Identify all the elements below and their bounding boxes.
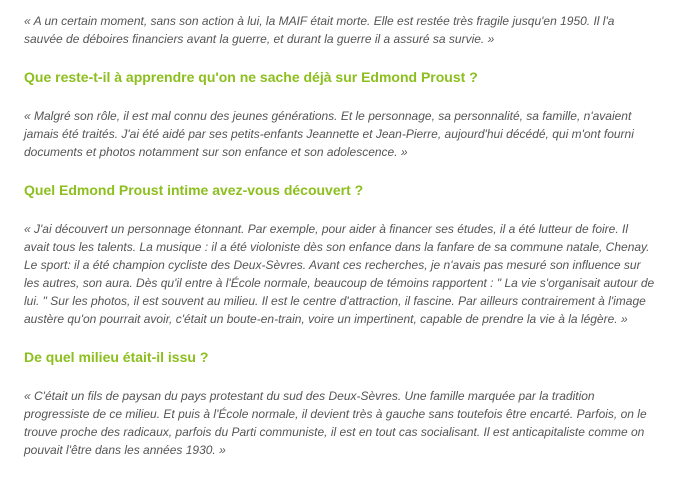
quote-text: « A un certain moment, sans son action à lui, la MAIF était morte. Elle est restée très fragile jusqu'en 1950. Il l'a sauvée de déboires financiers avant la guerre, et durant la guerre il a assuré sa survie. » [24, 14, 615, 46]
paragraph-maif-rescue [24, 12, 656, 48]
question-heading-background: De quel milieu était-il issu ? [24, 349, 209, 365]
quote-text: « C'était un fils de paysan du pays protestant du sud des Deux-Sèvres. Une famille marquée par la tradition progressiste de ce milieu. Et puis à l'École normale, il devient très à gauche sans toutefois être encarté. Parfois, on le trouve proche des radicaux, parfois du Parti communiste, il est en tout cas socialisant. Il est anticapitaliste comme on pouvait l'être dans les années 1930. » [24, 389, 647, 457]
question-heading-legacy: Que reste-t-il à apprendre qu'on ne sache déjà sur Edmond Proust ? [24, 69, 478, 85]
article-body [24, 12, 656, 459]
question-heading-intimate: Quel Edmond Proust intime avez-vous découvert ? [24, 182, 364, 198]
paragraph-origins [24, 387, 656, 459]
paragraph-little-known [24, 107, 656, 161]
quote-text: « Malgré son rôle, il est mal connu des jeunes générations. Et le personnage, sa personnalité, sa famille, n'avaient jamais été traités. J'ai été aidé par ses petits-enfants Jeannette et Jean-Pierre, aujourd'hui décédé, qui m'ont fourni documents et photos notamment sur son enfance et son adolescence. » [24, 109, 634, 159]
quote-text: « J'ai découvert un personnage étonnant. Par exemple, pour aider à financer ses études, il a été lutteur de foire. Il avait tous les talents. La musique : il a été violoniste dès son enfance dans la fanfare de sa commune natale, Chenay. Le sport: il a été champion cycliste des Deux-Sèvres. Avant ces recherches, je n'avais pas mesuré son influence sur les autres, son aura. Dès qu'il entre à l'École normale, beaucoup de témoins rapportent : " La vie s'organisait autour de lui. " Sur les photos, il est souvent au milieu. Il est le centre d'attraction, il fascine. Par ailleurs contrairement à l'image austère qu'on pourrait avoir, c'était un boute-en-train, voire un impertinent, capable de prendre la vie à la légère. » [24, 222, 655, 326]
paragraph-talents [24, 220, 656, 328]
